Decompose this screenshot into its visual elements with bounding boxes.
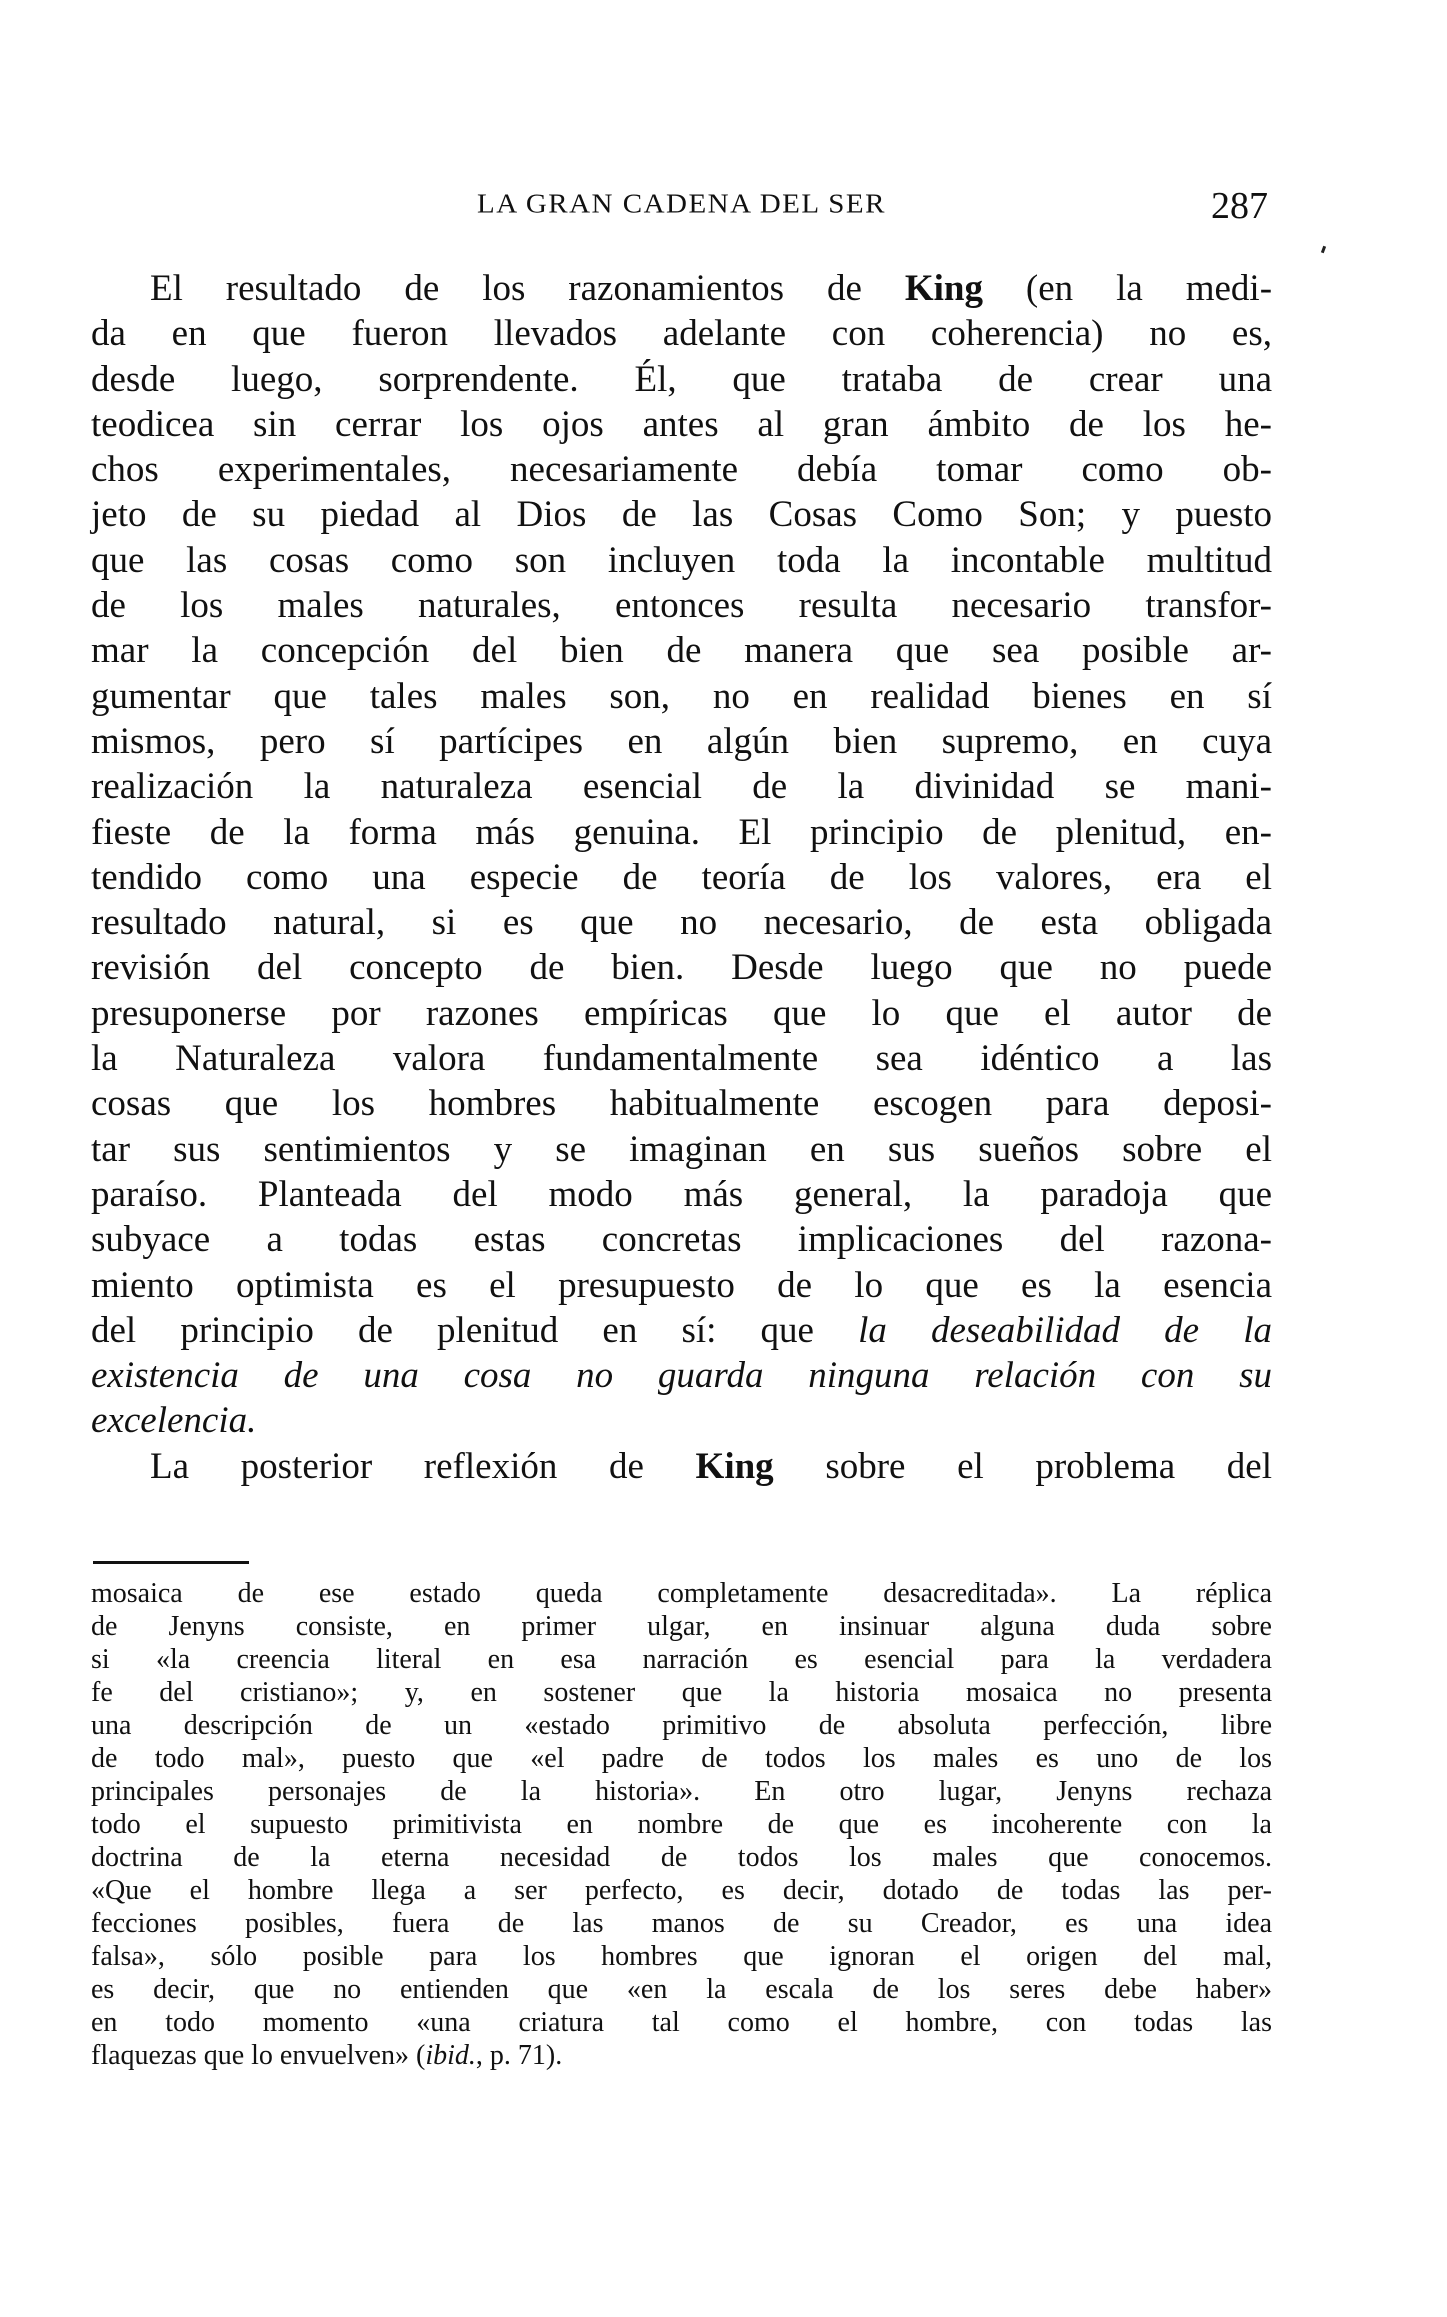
text-run: sobre el problema del	[773, 1445, 1272, 1487]
footnote-line	[91, 1808, 1272, 1841]
italic-text: excelencia.	[91, 1400, 257, 1442]
body-line	[91, 764, 1272, 809]
bold-text: King	[904, 268, 983, 309]
text-run: tendido como una especie de teoría de los valores, era el	[91, 856, 1272, 898]
body-line	[91, 1398, 1272, 1443]
body-line	[91, 538, 1272, 583]
body-line	[91, 311, 1272, 356]
body-line	[91, 719, 1272, 764]
footnote-line	[91, 2006, 1272, 2039]
text-run: doctrina de la eterna necesidad de todos los males que conocemos.	[91, 1842, 1272, 1873]
body-line	[91, 1263, 1272, 1308]
body-line	[91, 357, 1272, 402]
text-run: en todo momento «una criatura tal como el hombre, con todas las	[91, 2007, 1272, 2038]
text-run: desde luego, sorprendente. Él, que trataba de crear una	[91, 358, 1272, 400]
body-line	[91, 810, 1272, 855]
text-run: paraíso. Planteada del modo más general, la paradoja que	[91, 1173, 1272, 1215]
body-line	[91, 1217, 1272, 1262]
footnote-line	[91, 1775, 1272, 1808]
scan-speck	[1321, 246, 1326, 254]
page-number: 287	[1211, 185, 1268, 227]
body-line	[91, 674, 1272, 719]
body-line	[91, 855, 1272, 900]
text-run: El resultado de los razonamientos de	[150, 268, 905, 309]
text-run: revisión del concepto de bien. Desde luego que no puede	[91, 947, 1272, 989]
body-line	[91, 991, 1272, 1036]
body-line	[91, 1444, 1272, 1489]
running-title: LA GRAN CADENA DEL SER	[477, 188, 886, 220]
text-run: cosas que los hombres habitualmente escogen para deposi-	[91, 1083, 1272, 1125]
body-line	[91, 900, 1272, 945]
text-run: jeto de su piedad al Dios de las Cosas Como Son; y puesto	[91, 494, 1272, 536]
body-line	[91, 1172, 1272, 1217]
body-line	[91, 945, 1272, 990]
footnote-line	[91, 1709, 1272, 1742]
bold-text: King	[695, 1445, 774, 1487]
text-run: la Naturaleza valora fundamentalmente sea idéntico a las	[91, 1038, 1272, 1080]
body-line	[91, 447, 1272, 492]
text-run: fe del cristiano»; y, en sostener que la historia mosaica no presenta	[91, 1677, 1272, 1708]
italic-text: existencia de una cosa no guarda ninguna relación con su	[91, 1355, 1272, 1397]
footnote-line	[91, 1874, 1272, 1907]
body-text	[91, 266, 1272, 1489]
body-line	[91, 583, 1272, 628]
footnote-line	[91, 1973, 1272, 2006]
text-run: de todo mal», puesto que «el padre de todos los males es uno de los	[91, 1743, 1272, 1774]
body-line	[91, 1308, 1272, 1353]
running-head	[91, 186, 1272, 226]
text-run: chos experimentales, necesariamente debía tomar como ob-	[91, 449, 1272, 491]
text-run: teodicea sin cerrar los ojos antes al gran ámbito de los he-	[91, 403, 1272, 445]
text-run: fecciones posibles, fuera de las manos de su Creador, es una idea	[91, 1908, 1272, 1939]
text-run: de Jenyns consiste, en primer ulgar, en insinuar alguna duda sobre	[91, 1611, 1272, 1642]
body-line	[91, 1036, 1272, 1081]
text-run: fieste de la forma más genuina. El principio de plenitud, en-	[91, 811, 1272, 853]
text-run: tar sus sentimientos y se imaginan en sus sueños sobre el	[91, 1128, 1272, 1170]
text-run: es decir, que no entienden que «en la escala de los seres debe haber»	[91, 1974, 1272, 2005]
italic-text: la deseabilidad de la	[858, 1309, 1272, 1351]
text-run: mosaica de ese estado queda completamente desacreditada». La réplica	[91, 1578, 1272, 1609]
text-run: falsa», sólo posible para los hombres que ignoran el origen del mal,	[91, 1941, 1272, 1972]
italic-text: ibid.	[425, 2040, 476, 2071]
body-line	[91, 1081, 1272, 1126]
text-run: miento optimista es el presupuesto de lo que es la esencia	[91, 1264, 1272, 1306]
text-run: todo el supuesto primitivista en nombre de que es incoherente con la	[91, 1809, 1272, 1840]
footnote-line	[91, 1940, 1272, 1973]
text-run: gumentar que tales males son, no en realidad bienes en sí	[91, 675, 1272, 717]
footnote-line	[91, 1841, 1272, 1874]
text-run: flaquezas que lo envuelven» (	[91, 2040, 426, 2071]
footnote-rule	[93, 1561, 249, 1564]
text-run: «Que el hombre llega a ser perfecto, es decir, dotado de todas las per-	[91, 1875, 1272, 1906]
text-run: mismos, pero sí partícipes en algún bien supremo, en cuya	[91, 720, 1272, 762]
footnote-line	[91, 1577, 1272, 1610]
text-run: mar la concepción del bien de manera que sea posible ar-	[91, 630, 1272, 672]
text-run: (en la medi-	[982, 268, 1273, 309]
text-run: , p. 71).	[475, 2040, 563, 2071]
footnote-line	[91, 1610, 1272, 1643]
footnote-line	[91, 1643, 1272, 1676]
text-run: La posterior reflexión de	[150, 1445, 696, 1487]
text-run: una descripción de un «estado primitivo de absoluta perfección, libre	[91, 1710, 1272, 1741]
footnote	[91, 1577, 1272, 2072]
footnote-line	[91, 1676, 1272, 1709]
footnote-line	[91, 1907, 1272, 1940]
body-line	[91, 628, 1272, 673]
footnote-line	[91, 2039, 1272, 2072]
body-line	[91, 402, 1272, 447]
text-run: realización la naturaleza esencial de la divinidad se mani-	[91, 766, 1272, 808]
footnote-line	[91, 1742, 1272, 1775]
body-line	[91, 266, 1272, 311]
text-run: si «la creencia literal en esa narración es esencial para la verdadera	[91, 1644, 1272, 1675]
text-run: da en que fueron llevados adelante con coherencia) no es,	[91, 313, 1272, 355]
text-run: presuponerse por razones empíricas que lo que el autor de	[91, 992, 1272, 1034]
text-run: subyace a todas estas concretas implicaciones del razona-	[91, 1219, 1272, 1261]
text-run: de los males naturales, entonces resulta necesario transfor-	[91, 585, 1272, 627]
text-run: resultado natural, si es que no necesario, de esta obligada	[91, 902, 1272, 944]
body-line	[91, 492, 1272, 537]
body-line	[91, 1353, 1272, 1398]
text-run: principales personajes de la historia». En otro lugar, Jenyns rechaza	[91, 1776, 1272, 1807]
text-run: que las cosas como son incluyen toda la incontable multitud	[91, 539, 1272, 581]
body-line	[91, 1127, 1272, 1172]
text-run: del principio de plenitud en sí: que	[91, 1309, 859, 1351]
